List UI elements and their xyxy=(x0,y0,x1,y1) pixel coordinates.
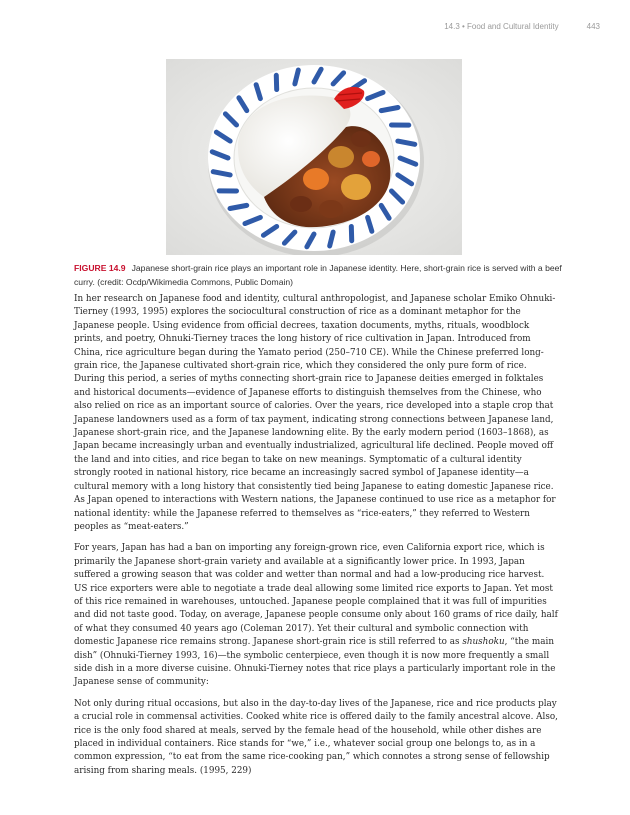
figure-caption xyxy=(74,261,564,289)
paragraph-2-part-2: , “the main dish” (Ohnuki-Tierney 1993, 16)—the symbolic centerpiece, even though it is now more frequently a small side dish in a more diverse cuisine. Ohnuki-Tierney notes that rice plays a particularly important role in the Japanese sense of community: xyxy=(74,637,556,688)
running-head xyxy=(444,22,600,31)
plate-stripe xyxy=(330,232,333,246)
paragraph-2 xyxy=(74,542,560,689)
page-number: 443 xyxy=(586,22,600,31)
block-quote: Not only during ritual occasions, but also in the day-to-day lives of the Japanese, rice and rice products play a crucial role in commensal activities. Cooked white rice is offered daily to the family ancestral alcove. Also, rice is the only food shared at meals, served by the female head of the household, while other dishes are placed in individual containers. Rice stands for “we,” i.e., whatever social group one belongs to, as in a common expression, “to eat from the same rice-cooking pan,” which connotes a strong sense of fellowship arising from sharing meals. (1995, 229) xyxy=(74,698,558,776)
section-title: 14.3 • Food and Cultural Identity xyxy=(444,22,559,31)
plate-stripe xyxy=(381,108,398,111)
body-text xyxy=(74,293,560,786)
plate-stripe xyxy=(398,141,415,144)
plate-stripe xyxy=(213,172,230,175)
paragraph-1: In her research on Japanese food and identity, cultural anthropologist, and Japanese scholar Emiko Ohnuki-Tierney (1993, 1995) explores the sociocultural construction of rice as a dominant metaphor for the Japanese people. Using evidence from official decrees, taxation documents, myths, rituals, woodblock prints, and poetry, Ohnuki-Tierney traces the long history of rice cultivation in Japan. Introduced from China, rice agriculture began during the Yamato period (250–710 CE). While the Chinese preferred long-grain rice, the Japanese cultivated short-grain rice, which they considered the only pure form of rice. During this period, a series of myths connecting short-grain rice to Japanese deities emerged in folktales and historical documents—evidence of Japanese efforts to distinguish themselves from the Chinese, who also relied on rice as an important source of calories. Over the years, rice developed into a staple crop that Japanese landowners used as a form of tax payment, indicating strong connections between Japanese land, Japanese short-grain rice, and the Japanese landowning elite. By the early modern period (1603–1868), as Japan became increasingly urban and eventually industrialized, agricultural life declined. People moved off the land and into cities, and rice began to take on new meanings. Symptomatic of a cultural identity strongly rooted in national history, rice became an increasingly sacred symbol of Japanese identity—a cultural memory with a long history that consistently tied being Japanese to eating domestic Japanese rice. As Japan opened to interactions with Western nations, the Japanese continued to use rice as a metaphor for national identity: while the Japanese referred to themselves as “rice-eaters,” they referred to Western peoples as “meat-eaters.” xyxy=(74,294,556,532)
plate-stripe xyxy=(295,70,298,84)
figure-label: FIGURE 14.9 xyxy=(74,263,126,273)
term-shushoku: shushoku xyxy=(462,637,505,648)
figure-photo xyxy=(166,59,462,255)
figure-caption-text: Japanese short-grain rice plays an important role in Japanese identity. Here, short-grain rice is served with a beef curry. (credit: Ocdp/Wikimedia Commons, Public Domain) xyxy=(74,263,562,287)
plate-stripe xyxy=(230,205,247,208)
paragraph-2-part-1: For years, Japan has had a ban on importing any foreign-grown rice, even California export rice, which is primarily the Japanese short-grain variety and available at a significantly lower price. In 1993, Japan suffered a growing season that was colder and wetter than normal and had a low-producing rice harvest. US rice exporters were able to negotiate a trade deal allowing some limited rice exports to Japan. Yet most of this rice remained in warehouses, untouched. Japanese people complained that it was full of impurities and did not taste good. Today, on average, Japanese people consume only about 160 grams of rice daily, half of what they consumed 40 years ago (Coleman 2017). Yet their cultural and symbolic connection with domestic Japanese rice remains strong. Japanese short-grain rice is still referred to as xyxy=(74,543,558,648)
curry-rice-plate-illustration xyxy=(166,59,462,255)
